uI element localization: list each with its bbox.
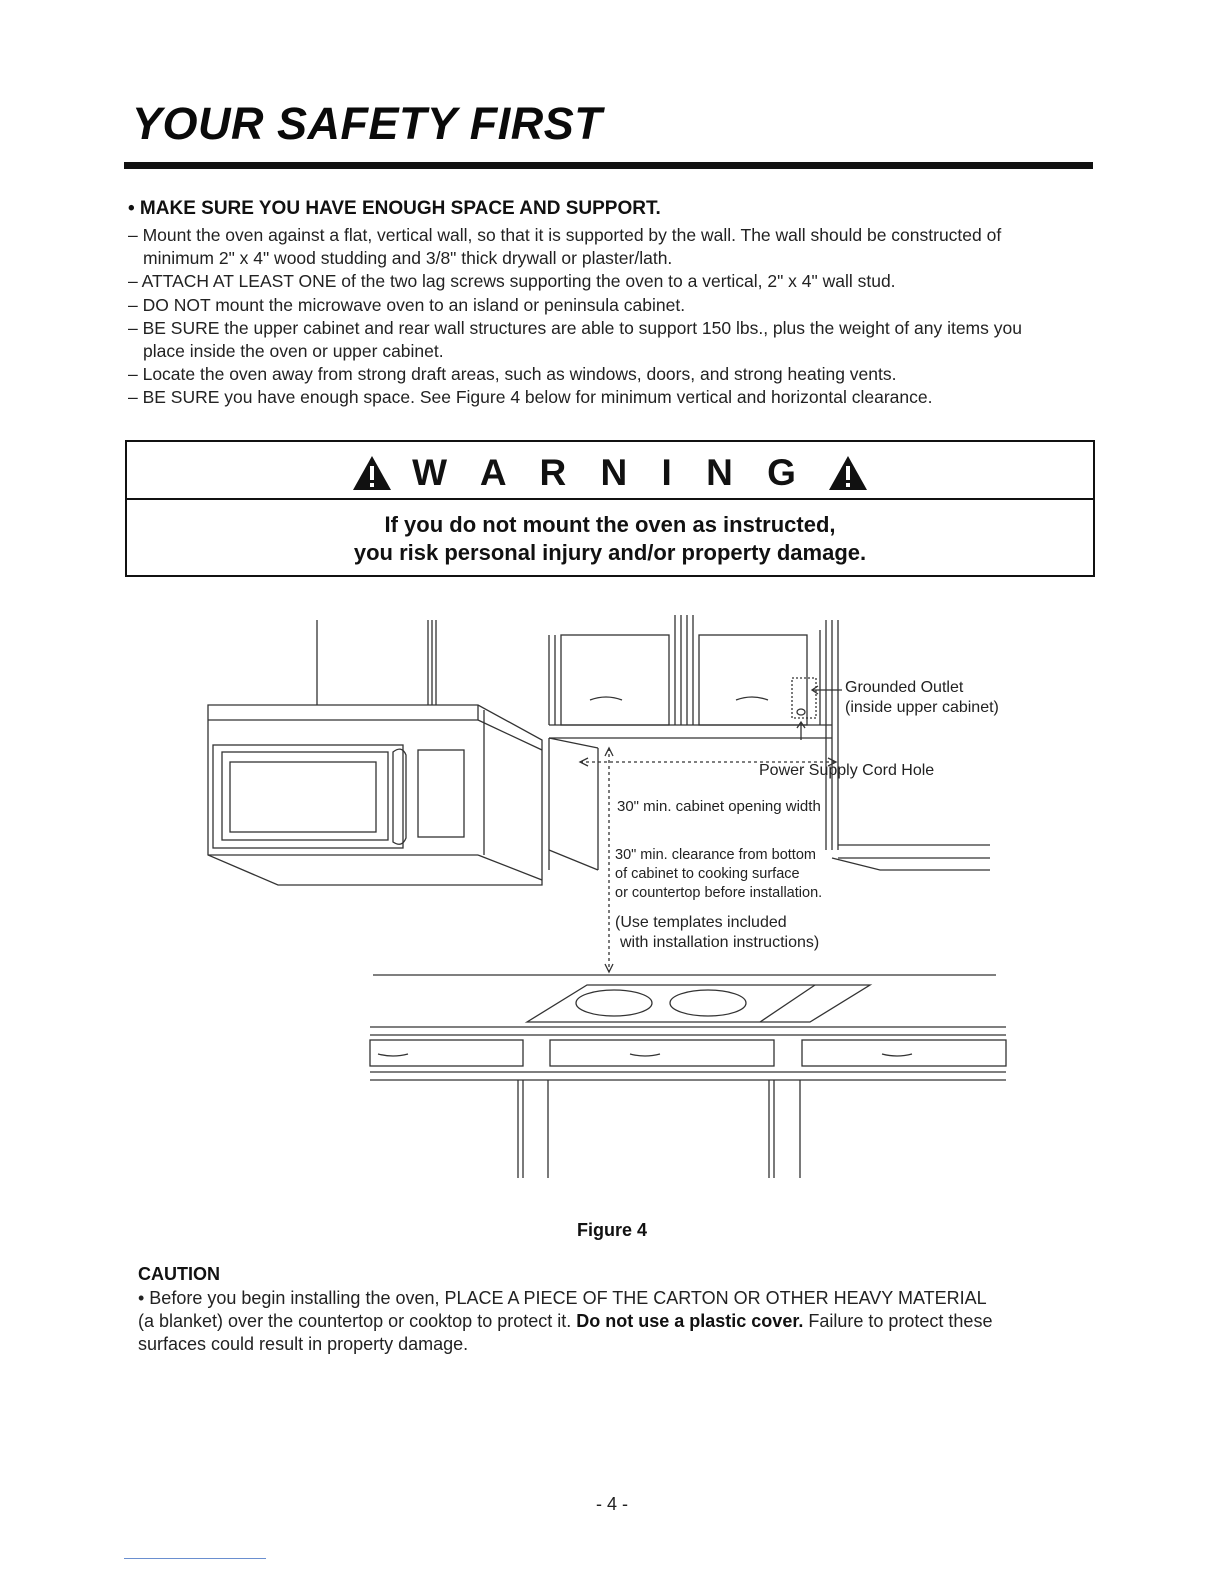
lower-cabinets bbox=[370, 1040, 1006, 1178]
templates-label-2: with installation instructions) bbox=[620, 934, 820, 951]
list-item: – Locate the oven away from strong draft areas, such as windows, doors, and strong heating vents. bbox=[128, 364, 897, 385]
section-heading: • MAKE SURE YOU HAVE ENOUGH SPACE AND SUPPORT. bbox=[128, 198, 661, 219]
caution-text bbox=[138, 1287, 998, 1356]
warning-line-2: you risk personal injury and/or property damage. bbox=[353, 540, 867, 565]
caution-heading: CAUTION bbox=[138, 1264, 220, 1284]
countertop bbox=[370, 975, 1006, 1035]
caution-text-suffix: Failure to protect these surfaces could result in property damage. bbox=[138, 1311, 993, 1354]
outlet-label: Grounded Outlet bbox=[845, 679, 964, 696]
list-item: – BE SURE the upper cabinet and rear wall structures are able to support 150 lbs., plus the weight of any items you place inside the oven or upper cabinet. bbox=[128, 317, 1022, 362]
page-number: - 4 - bbox=[595, 1494, 628, 1514]
caution-text-bold: Do not use a plastic cover. bbox=[576, 1311, 804, 1331]
figure-caption: Figure 4 bbox=[576, 1220, 647, 1240]
upper-cabinets bbox=[549, 615, 990, 870]
clearance-label-1: 30" min. clearance from bottom bbox=[615, 847, 816, 863]
list-item: – ATTACH AT LEAST ONE of the two lag screws supporting the oven to a vertical, 2" x 4" wall stud. bbox=[128, 271, 896, 292]
templates-label-1: (Use templates included bbox=[615, 914, 787, 931]
page-title: YOUR SAFETY FIRST bbox=[132, 98, 603, 149]
caution-text-prefix: • Before you begin installing the oven, PLACE A PIECE OF THE CARTON OR OTHER HEAVY MATERIAL (a blanket) over the countertop or cooktop to protect it. bbox=[138, 1288, 986, 1331]
clearance-label-2: of cabinet to cooking surface bbox=[615, 866, 800, 882]
cord-hole-label: Power Supply Cord Hole bbox=[759, 762, 935, 779]
warning-word: W A R N I N G bbox=[412, 452, 808, 493]
microwave-oven bbox=[208, 705, 542, 885]
clearance-label-3: or countertop before installation. bbox=[615, 885, 823, 901]
list-item: – DO NOT mount the microwave oven to an island or peninsula cabinet. bbox=[128, 294, 686, 315]
width-label: 30" min. cabinet opening width bbox=[617, 798, 821, 815]
burner-icon bbox=[576, 990, 652, 1016]
footer-rule bbox=[124, 1558, 266, 1559]
list-item: – Mount the oven against a flat, vertical wall, so that it is supported by the wall. The wall should be constructed of minimum 2" x 4" wood studding and 3/8" thick drywall or plaster/lath. bbox=[128, 225, 1002, 269]
cord-hole-icon bbox=[797, 709, 805, 715]
warning-line-1: If you do not mount the oven as instructed, bbox=[384, 512, 836, 537]
burner-icon bbox=[670, 990, 746, 1016]
outlet-icon bbox=[792, 678, 816, 718]
outlet-label-sub: (inside upper cabinet) bbox=[845, 699, 999, 716]
list-item: – BE SURE you have enough space. See Figure 4 below for minimum vertical and horizontal clearance. bbox=[128, 387, 933, 408]
